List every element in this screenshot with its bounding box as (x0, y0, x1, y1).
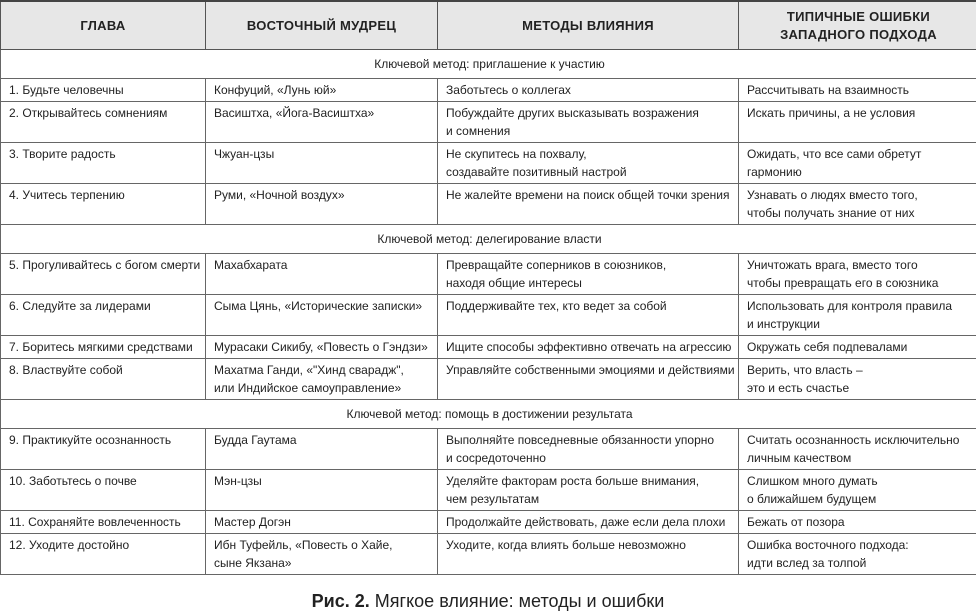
sage-line1: Махабхарата (214, 258, 288, 272)
cell-chapter (1, 429, 206, 470)
mistake-line1: Искать причины, а не условия (747, 106, 916, 120)
cell-mistake (739, 429, 976, 470)
cell-chapter (1, 102, 206, 143)
caption-label: Рис. 2. (311, 591, 370, 611)
mistake-line2: идти вслед за толпой (747, 556, 867, 570)
table-row (1, 534, 976, 575)
sage-line2: или Индийское самоуправление» (214, 381, 402, 395)
cell-mistake (739, 470, 976, 511)
cell-method (438, 184, 739, 225)
cell-method (438, 254, 739, 295)
cell-sage (206, 79, 438, 102)
method-line1: Уделяйте факторам роста больше внимания, (446, 474, 700, 488)
section-title: Ключевой метод: помощь в достижении результата (1, 400, 976, 429)
chapter-text: 10. Заботьтесь о почве (9, 474, 137, 488)
cell-mistake (739, 534, 976, 575)
method-line1: Уходите, когда влиять больше невозможно (446, 538, 686, 552)
cell-chapter (1, 295, 206, 336)
table-row (1, 79, 976, 102)
cell-mistake (739, 336, 976, 359)
chapter-text: 12. Уходите достойно (9, 538, 130, 552)
table-row (1, 295, 976, 336)
cell-method (438, 79, 739, 102)
header-chapter: ГЛАВА (1, 1, 206, 50)
table-row (1, 429, 976, 470)
method-line2: и сосредоточенно (446, 451, 546, 465)
chapter-text: 6. Следуйте за лидерами (9, 299, 151, 313)
method-line1: Побуждайте других высказывать возражения (446, 106, 699, 120)
cell-mistake (739, 143, 976, 184)
header-row (1, 1, 976, 50)
table-row (1, 470, 976, 511)
cell-mistake (739, 359, 976, 400)
mistake-line2: гармонию (747, 165, 802, 179)
cell-sage (206, 429, 438, 470)
cell-mistake (739, 184, 976, 225)
header-mistakes (739, 1, 976, 50)
header-mistakes-line2: ЗАПАДНОГО ПОДХОДА (780, 26, 937, 42)
table-row (1, 359, 976, 400)
cell-chapter (1, 254, 206, 295)
cell-mistake (739, 79, 976, 102)
cell-chapter (1, 470, 206, 511)
cell-chapter (1, 79, 206, 102)
mistake-line1: Окружать себя подпевалами (747, 340, 908, 354)
sage-line1: Сыма Цянь, «Исторические записки» (214, 299, 423, 313)
mistake-line2: чтобы превращать его в союзника (747, 276, 939, 290)
cell-method (438, 534, 739, 575)
table-row (1, 254, 976, 295)
cell-chapter (1, 336, 206, 359)
mistake-line2: и инструкции (747, 317, 820, 331)
section-title: Ключевой метод: делегирование власти (1, 225, 976, 254)
header-sage: ВОСТОЧНЫЙ МУДРЕЦ (206, 1, 438, 50)
sage-line1: Васиштха, «Йога-Васиштха» (214, 106, 375, 120)
mistake-line2: личным качеством (747, 451, 852, 465)
mistake-line2: чтобы получать знание от них (747, 206, 915, 220)
table-body (1, 50, 976, 575)
cell-method (438, 143, 739, 184)
mistake-line2: это и есть счастье (747, 381, 850, 395)
table-row (1, 184, 976, 225)
mistake-line1: Узнавать о людях вместо того, (747, 188, 918, 202)
chapter-text: 8. Властвуйте собой (9, 363, 123, 377)
method-line2: находя общие интересы (446, 276, 582, 290)
cell-sage (206, 359, 438, 400)
section-title: Ключевой метод: приглашение к участию (1, 50, 976, 79)
cell-method (438, 295, 739, 336)
mistake-line1: Уничтожать врага, вместо того (747, 258, 918, 272)
chapter-text: 7. Боритесь мягкими средствами (9, 340, 193, 354)
cell-method (438, 429, 739, 470)
section-row (1, 225, 976, 254)
cell-method (438, 336, 739, 359)
chapter-text: 3. Творите радость (9, 147, 116, 161)
cell-mistake (739, 102, 976, 143)
sage-line1: Руми, «Ночной воздух» (214, 188, 345, 202)
method-line1: Не жалейте времени на поиск общей точки зрения (446, 188, 730, 202)
method-line2: создавайте позитивный настрой (446, 165, 627, 179)
method-line1: Ищите способы эффективно отвечать на агрессию (446, 340, 732, 354)
cell-mistake (739, 511, 976, 534)
table-row (1, 511, 976, 534)
chapter-text: 2. Открывайтесь сомнениям (9, 106, 168, 120)
cell-sage (206, 511, 438, 534)
cell-sage (206, 534, 438, 575)
cell-mistake (739, 295, 976, 336)
sage-line1: Ибн Туфейль, «Повесть о Хайе, (214, 538, 393, 552)
cell-sage (206, 336, 438, 359)
table-row (1, 336, 976, 359)
method-line1: Продолжайте действовать, даже если дела плохи (446, 515, 726, 529)
chapter-text: 5. Прогуливайтесь с богом смерти (9, 258, 201, 272)
chapter-text: 4. Учитесь терпению (9, 188, 125, 202)
mistake-line2: о ближайшем будущем (747, 492, 877, 506)
method-line1: Поддерживайте тех, кто ведет за собой (446, 299, 667, 313)
mistake-line1: Ошибка восточного подхода: (747, 538, 909, 552)
header-methods: МЕТОДЫ ВЛИЯНИЯ (438, 1, 739, 50)
figure-caption (0, 589, 976, 613)
cell-method (438, 511, 739, 534)
method-line1: Не скупитесь на похвалу, (446, 147, 587, 161)
sage-line1: Мурасаки Сикибу, «Повесть о Гэндзи» (214, 340, 428, 354)
cell-chapter (1, 534, 206, 575)
mistake-line1: Рассчитывать на взаимность (747, 83, 910, 97)
mistake-line1: Считать осознанность исключительно (747, 433, 960, 447)
header-mistakes-line1: ТИПИЧНЫЕ ОШИБКИ (786, 8, 931, 24)
cell-sage (206, 295, 438, 336)
sage-line1: Конфуций, «Лунь юй» (214, 83, 337, 97)
cell-chapter (1, 184, 206, 225)
method-line1: Выполняйте повседневные обязанности упорно (446, 433, 715, 447)
cell-method (438, 470, 739, 511)
caption-text: Мягкое влияние: методы и ошибки (374, 591, 665, 611)
cell-chapter (1, 511, 206, 534)
cell-chapter (1, 359, 206, 400)
cell-sage (206, 143, 438, 184)
table-row (1, 102, 976, 143)
sage-line1: Махатма Ганди, «"Хинд сварадж", (214, 363, 404, 377)
sage-line1: Чжуан-цзы (214, 147, 275, 161)
mistake-line1: Использовать для контроля правила (747, 299, 953, 313)
method-line2: чем результатам (446, 492, 540, 506)
cell-method (438, 102, 739, 143)
sage-line1: Мэн-цзы (214, 474, 262, 488)
cell-chapter (1, 143, 206, 184)
method-line1: Превращайте соперников в союзников, (446, 258, 667, 272)
mistake-line1: Ожидать, что все сами обретут (747, 147, 922, 161)
chapter-text: 9. Практикуйте осознанность (9, 433, 172, 447)
mistake-line1: Слишком много думать (747, 474, 878, 488)
section-row (1, 50, 976, 79)
chapter-text: 11. Сохраняйте вовлеченность (9, 515, 181, 529)
mistake-line1: Бежать от позора (747, 515, 845, 529)
method-line1: Заботьтесь о коллегах (446, 83, 571, 97)
method-line1: Управляйте собственными эмоциями и действиями (446, 363, 735, 377)
cell-mistake (739, 254, 976, 295)
method-line2: и сомнения (446, 124, 511, 138)
cell-sage (206, 184, 438, 225)
section-row (1, 400, 976, 429)
cell-method (438, 359, 739, 400)
table-row (1, 143, 976, 184)
sage-line2: сыне Якзана» (214, 556, 292, 570)
sage-line1: Будда Гаутама (214, 433, 297, 447)
sage-line1: Мастер Догэн (214, 515, 291, 529)
cell-sage (206, 102, 438, 143)
mistake-line1: Верить, что власть – (747, 363, 863, 377)
cell-sage (206, 470, 438, 511)
cell-sage (206, 254, 438, 295)
chapter-text: 1. Будьте человечны (9, 83, 124, 97)
